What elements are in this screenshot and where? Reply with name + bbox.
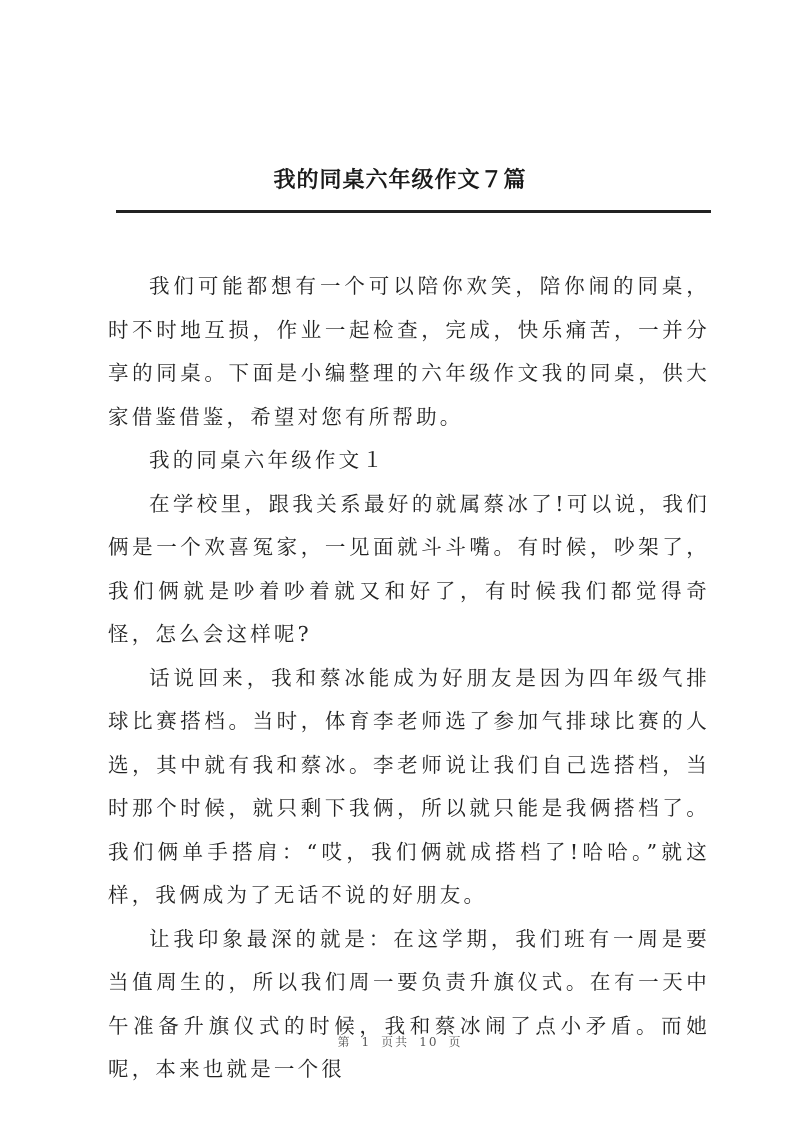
page-footer: [0, 1033, 800, 1050]
paragraph: 话说回来，我和蔡冰能成为好朋友是因为四年级气排球比赛搭档。当时，体育李老师选了参加气排球比赛的人选，其中就有我和蔡冰。李老师说让我们自己选搭档，当时那个时候，就只剩下我俩，所以就只能是我俩搭档了。我们俩单手搭肩：“哎，我们俩就成搭档了!哈哈。”就这样，我俩成为了无话不说的好朋友。: [108, 665, 710, 907]
paragraph: 在学校里，跟我关系最好的就属蔡冰了!可以说，我们俩是一个欢喜冤家，一见面就斗斗嘴。有时候，吵架了，我们俩就是吵着吵着就又和好了，有时候我们都觉得奇怪，怎么会这样呢?: [108, 491, 710, 646]
footer-total-pages: 10: [419, 1035, 439, 1049]
footer-label-pages: 页: [448, 1035, 463, 1049]
document-body: [108, 265, 710, 1092]
paragraph: 让我印象最深的就是：在这学期，我们班有一周是要当值周生的，所以我们周一要负责升旗仪式。在有一天中午准备升旗仪式的时候，我和蔡冰闹了点小矛盾。而她呢，本来也就是一个很: [108, 926, 710, 1081]
footer-current-page: 1: [361, 1035, 372, 1049]
footer-label-of: 页共: [381, 1035, 410, 1049]
paragraph-intro: 我们可能都想有一个可以陪你欢笑，陪你闹的同桌，时不时地互损，作业一起检查，完成，快乐痛苦，一并分享的同桌。下面是小编整理的六年级作文我的同桌，供大家借鉴借鉴，希望对您有所帮助。: [108, 274, 710, 429]
page-title: 我的同桌六年级作文７篇: [273, 167, 527, 193]
footer-label-page: 第: [337, 1035, 352, 1049]
title-divider: [116, 210, 711, 213]
section-heading: 我的同桌六年级作文１: [149, 448, 386, 472]
